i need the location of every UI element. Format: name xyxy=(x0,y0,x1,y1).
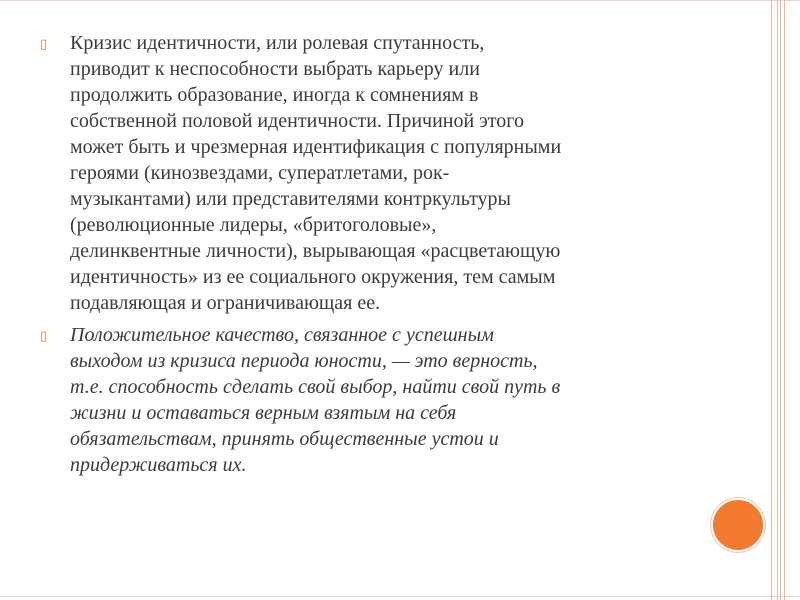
right-border-line xyxy=(780,0,781,600)
slide-content xyxy=(40,30,700,484)
top-border xyxy=(0,0,800,1)
right-border-line xyxy=(784,0,785,600)
bullet-text: Положительное качество, связанное с успешным выходом из кризиса периода юности, — это верность, т.е. способность сделать свой выбор, найти свой путь в жизни и оставаться верным взятым на себя обязательствам, принять общественные устои и придерживаться их. xyxy=(70,324,561,476)
bottom-border xyxy=(0,596,800,597)
bullet-marker-icon: ▯ xyxy=(40,328,48,343)
right-border-line xyxy=(771,0,772,600)
bullet-text: Кризис идентичности, или ролевая спутанность, приводит к неспособности выбрать карьеру или продолжить образование, иногда к сомнениям в собственной половой идентичности. Причиной этого может быть и чрезмерная идентификация с популярными героями (кинозвездами, суператлетами, рок- музыкантами) или представителями контркультуры (революционные лидеры, «бритоголовые», делинквентные личности), вырывающая «расцветающую идентичность» из ее социального окружения, тем самым подавляющая и ограничивающая ее. xyxy=(70,32,562,314)
bullet-item-fidelity xyxy=(40,322,700,478)
bullet-item-identity-crisis xyxy=(40,30,700,316)
accent-circle-decoration xyxy=(711,498,765,552)
right-border-line xyxy=(777,0,778,600)
bullet-marker-icon: ▯ xyxy=(40,36,48,51)
